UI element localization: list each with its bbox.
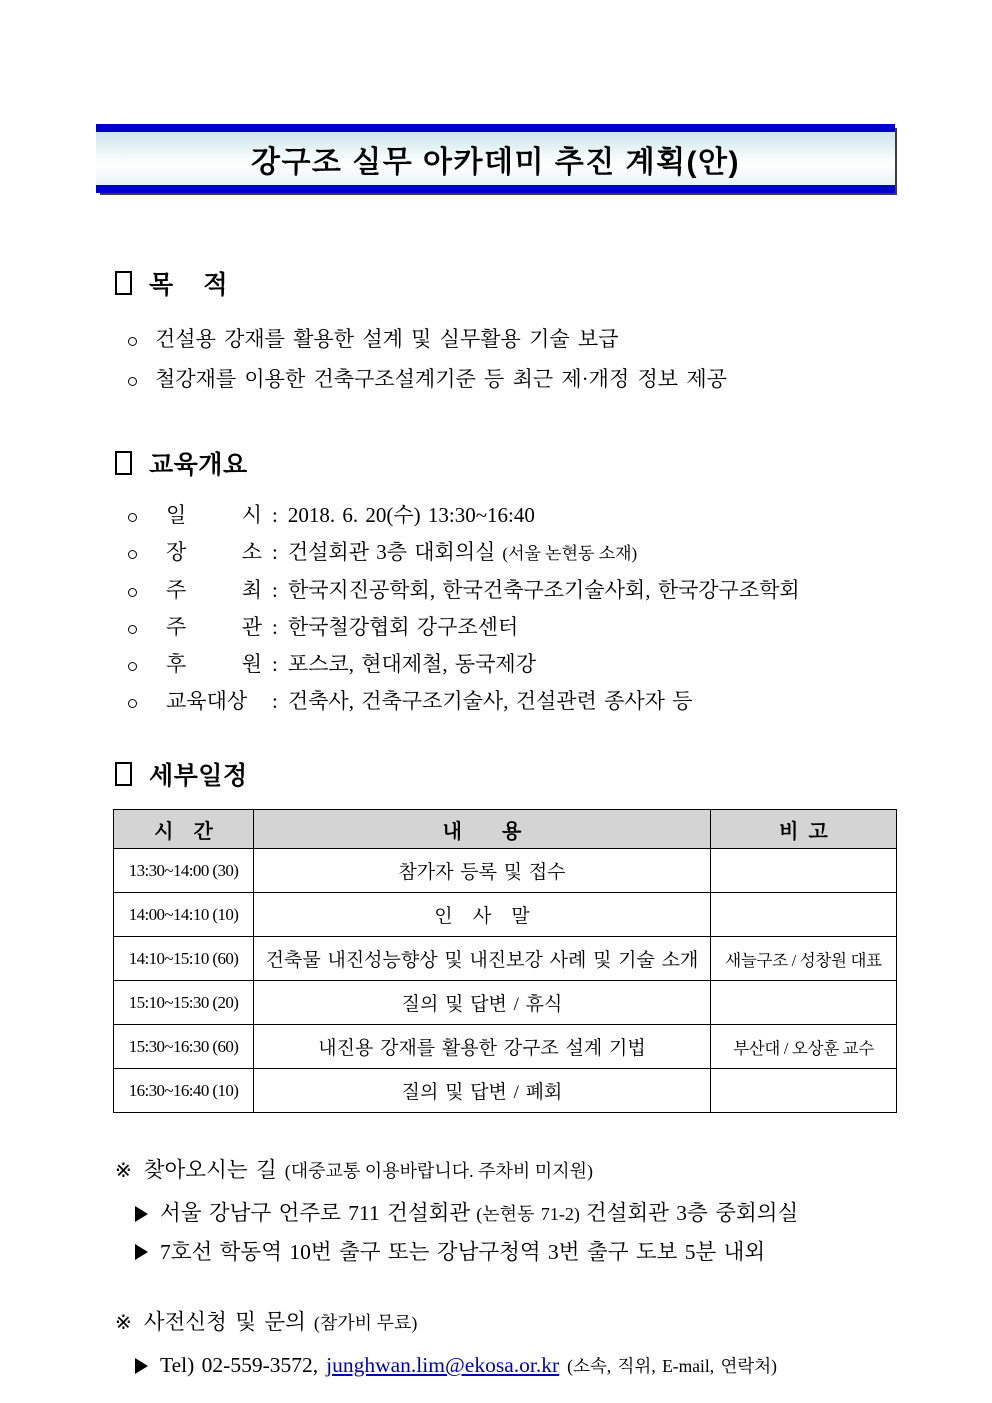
cell-remark [711,981,897,1025]
field-colon: : [272,652,278,676]
checkbox-square-icon [115,271,132,295]
directions-heading [115,1155,992,1186]
list-item [128,683,902,720]
checkbox-square-icon [115,451,132,475]
table-row [114,849,897,893]
circle-bullet-icon [128,625,137,634]
cell-content: 인 사 말 [254,893,711,937]
contact-suffix-note: (소속, 직위, E-mail, 연락처) [567,1356,777,1376]
field-label: 일 시 [166,503,262,527]
overview-heading [115,445,902,481]
circle-bullet-icon [128,662,137,671]
purpose-list [115,319,902,399]
circle-bullet-icon [128,337,137,346]
field-value: 포스코, 현대제철, 동국제강 [287,652,536,676]
triangle-bullet-icon [135,1244,148,1260]
circle-bullet-icon [128,377,137,386]
cell-remark: 부산대 / 오상훈 교수 [711,1025,897,1069]
field-value: 한국지진공학회, 한국건축구조기술사회, 한국강구조학회 [287,578,800,602]
purpose-heading [115,265,902,301]
field-value: 건설회관 3층 대회의실 [287,540,496,564]
document-title: 강구조 실무 아카데미 추진 계획(안) [250,145,741,179]
list-item [128,497,902,534]
phone-number: Tel) 02-559-3572, [160,1353,319,1377]
overview-title: 교육개요 [149,451,248,479]
table-row [114,1025,897,1069]
contact-list [115,1346,992,1385]
field-colon: : [272,503,278,527]
field-colon: : [272,540,278,564]
cell-remark [711,1069,897,1113]
cell-content: 내진용 강재를 활용한 강구조 설계 기법 [254,1025,711,1069]
table-row [114,1069,897,1113]
table-header-row [114,810,897,849]
section-purpose [115,265,902,399]
circle-bullet-icon [128,588,137,597]
field-value: 2018. 6. 20(수) 13:30~16:40 [287,503,535,527]
list-item [128,534,902,572]
title-banner [96,124,895,193]
field-label: 후 원 [166,652,262,676]
checkbox-square-icon [115,762,132,786]
field-colon: : [272,689,278,713]
field-value: 건축사, 건축구조기술사, 건설관련 종사자 등 [287,689,693,713]
table-row [114,893,897,937]
list-item [135,1194,992,1233]
overview-list [115,497,902,720]
contact-line [135,1346,992,1385]
col-header-time: 시 간 [114,810,254,849]
purpose-item-text: 철강재를 이용한 건축구조설계기준 등 최근 제·개정 정보 제공 [155,367,727,391]
cell-time: 16:30~16:40 (10) [114,1069,254,1113]
circle-bullet-icon [128,513,137,522]
schedule-title: 세부일정 [149,762,248,790]
email-link[interactable]: junghwan.lim@ekosa.or.kr [326,1353,560,1377]
field-label: 주 관 [166,615,262,639]
contact-title: 사전신청 및 문의 [143,1310,306,1334]
section-overview [115,445,902,720]
reference-mark-icon: ※ [115,1312,132,1334]
list-item [128,319,902,359]
reference-mark-icon: ※ [115,1160,132,1182]
list-item [135,1233,992,1271]
circle-bullet-icon [128,550,137,559]
direction-text: 서울 강남구 언주로 711 건설회관 [160,1201,471,1225]
direction-text: 건설회관 3층 중회의실 [585,1201,799,1225]
directions-title: 찾아오시는 길 [143,1158,277,1182]
table-row [114,937,897,981]
cell-content: 질의 및 답변 / 폐회 [254,1069,711,1113]
cell-time: 14:00~14:10 (10) [114,893,254,937]
field-label: 주 최 [166,578,262,602]
direction-text: 7호선 학동역 10번 출구 또는 강남구청역 3번 출구 도보 5분 내외 [160,1240,766,1264]
contact-note: (참가비 무료) [313,1313,418,1333]
list-item [128,359,902,399]
field-label: 교육대상 [166,689,248,713]
cell-content: 건축물 내진성능향상 및 내진보강 사례 및 기술 소개 [254,937,711,981]
purpose-title: 목 적 [149,271,229,299]
field-colon: : [272,615,278,639]
triangle-bullet-icon [135,1206,148,1222]
cell-time: 13:30~14:00 (30) [114,849,254,893]
list-item [128,572,902,609]
field-value: 한국철강협회 강구조센터 [287,615,519,639]
cell-time: 14:10~15:10 (60) [114,937,254,981]
schedule-heading [115,756,902,792]
section-contact [115,1307,992,1385]
direction-note: (논현동 71-2) [476,1204,580,1224]
col-header-content: 내 용 [254,810,711,849]
field-label: 장 소 [166,540,262,564]
cell-time: 15:10~15:30 (20) [114,981,254,1025]
contact-heading [115,1307,992,1338]
directions-list [115,1194,992,1271]
directions-note: (대중교통 이용바랍니다. 주차비 미지원) [284,1161,593,1181]
field-colon: : [272,578,278,602]
cell-remark: 새늘구조 / 성창원 대표 [711,937,897,981]
cell-time: 15:30~16:30 (60) [114,1025,254,1069]
cell-content: 참가자 등록 및 접수 [254,849,711,893]
table-row [114,981,897,1025]
circle-bullet-icon [128,699,137,708]
section-schedule [115,756,902,1113]
section-directions [115,1155,992,1271]
list-item [128,646,902,683]
field-note: (서울 논현동 소재) [502,544,638,563]
triangle-bullet-icon [135,1358,148,1374]
schedule-table [113,809,897,1113]
list-item [128,609,902,646]
cell-remark [711,893,897,937]
col-header-remark: 비 고 [711,810,897,849]
cell-content: 질의 및 답변 / 휴식 [254,981,711,1025]
purpose-item-text: 건설용 강재를 활용한 설계 및 실무활용 기술 보급 [155,327,619,351]
cell-remark [711,849,897,893]
